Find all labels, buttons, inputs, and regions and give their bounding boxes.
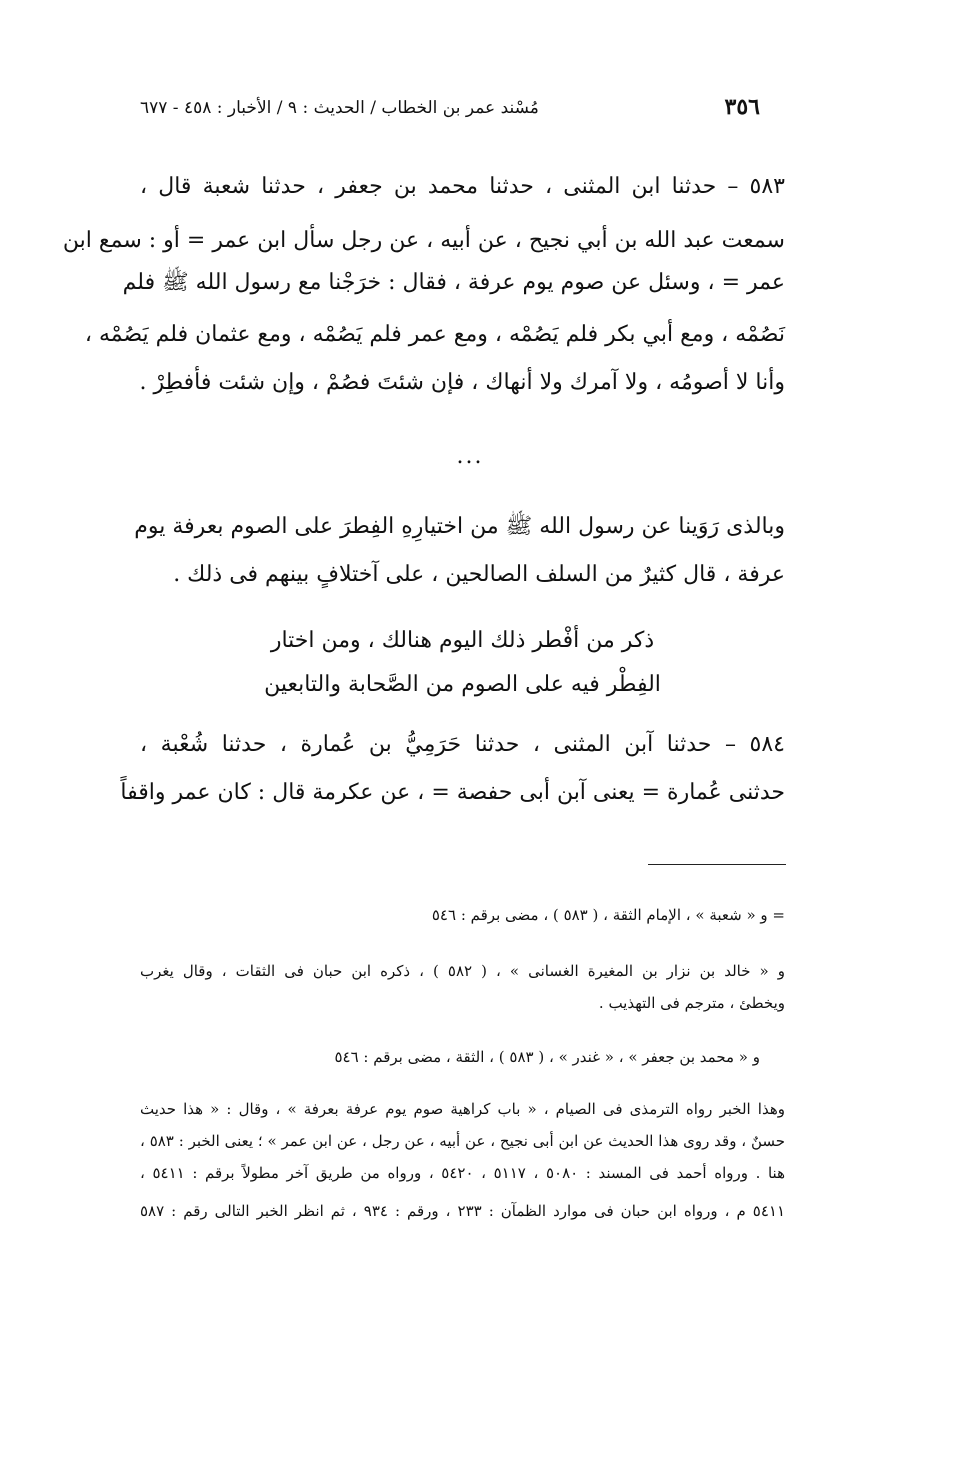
section-heading-line-2: الفِطْر فيه على الصوم من الصَّحابة والتابعين <box>264 672 661 697</box>
commentary-line-1: وبالذى رَوَينا عن رسول الله ﷺ من اختيارِهِ الفِطرَ على الصوم بعرفة يوم <box>134 514 785 539</box>
hadith-583-line-3: عمر = ، وسئل عن صوم يوم عرفة ، فقال : خرَجْنا مع رسول الله ﷺ فلم <box>122 270 785 295</box>
footnote-4-line-2: حسنٌ ، وقد روى هذا الحديث عن ابن أبى نجيح ، عن أبيه ، عن رجل ، عن ابن عمر » ؛ يعنى الخبر : ٥٨٣ ، <box>140 1132 786 1150</box>
page-number: ٣٥٦ <box>724 94 760 120</box>
running-head: مُسْند عمر بن الخطاب / الحديث : ٩ / الأخبار : ٤٥٨ - ٦٧٧ <box>140 98 539 118</box>
hadith-584-line-2: حدثنى عُمارة = يعنى آبن أبى حفصة = ، عن عكرمة قال : كان عمر واقفاً <box>120 780 785 805</box>
hadith-583-line-1: ٥٨٣ – حدثنا ابن المثنى ، حدثنا محمد بن جعفر ، حدثنا شعبة قال ، <box>140 174 785 199</box>
hadith-584-line-1: ٥٨٤ – حدثنا آبن المثنى ، حدثنا حَرَمِيُّ بن عُمارة ، حدثنا شُعْبة ، <box>140 732 785 757</box>
page-header <box>140 94 760 126</box>
section-heading-line-1: ذكر من أفْطر ذلك اليوم هنالك ، ومن اختار <box>270 628 655 653</box>
hadith-583-line-4: نَصُمْه ، ومع أبي بكر فلم يَصُمْه ، ومع عمر فلم يَصُمْه ، ومع عثمان فلم يَصُمْه ، <box>84 322 785 347</box>
hadith-583-line-5: وأنا لا أصومُه ، ولا آمرك ولا أنهاك ، فإن شئتَ فصُمْ ، وإن شئت فأفطِرْ . <box>139 370 785 395</box>
commentary-line-2: عرفة ، قال كثيرٌ من السلف الصالحين ، على آختلافٍ بينهم فى ذلك . <box>173 562 785 587</box>
footnote-3: و « محمد بن جعفر » ، « غندر » ، ( ٥٨٣ ) ، الثقة ، مضى برقم : ٥٤٦ <box>334 1048 760 1066</box>
hadith-583-line-2: سمعت عبد الله بن أبي نجيح ، عن أبيه ، عن رجل سأل ابن عمر = أو : سمع ابن <box>62 228 785 253</box>
section-separator: ... <box>456 444 484 469</box>
footnote-rule <box>648 864 786 865</box>
footnote-2-line-1: و « خالد بن نزار بن المغيرة الغسانى » ، ( ٥٨٢ ) ، ذكره ابن حبان فى الثقات ، وقال يغرب <box>140 962 785 980</box>
footnote-1: = و « شعبة » ، الإمام الثقة ، ( ٥٨٣ ) ، مضى برقم : ٥٤٦ <box>431 906 785 924</box>
footnote-4-line-3: هنا . ورواه أحمد فى المسند : ٥٠٨٠ ، ٥١١٧ ، ٥٤٢٠ ، ورواه من طريق آخر مطولاً برقم : ٥٤١١ ، <box>140 1164 785 1182</box>
footnote-4-line-4: ٥٤١١ م ، ورواه ابن حبان فى موارد الظمآن : ٢٣٣ ، ورقم : ٩٣٤ ، ثم انظر الخبر التالى رقم : ٥٨٧ <box>140 1202 786 1220</box>
footnote-2-line-2: ويخطئ ، مترجم فى التهذيب . <box>598 994 785 1012</box>
footnote-4-line-1: وهذا الخبر رواه الترمذى فى الصيام ، « باب كراهية صوم يوم عرفة بعرفة » ، وقال : « هذا حديث <box>140 1100 785 1118</box>
